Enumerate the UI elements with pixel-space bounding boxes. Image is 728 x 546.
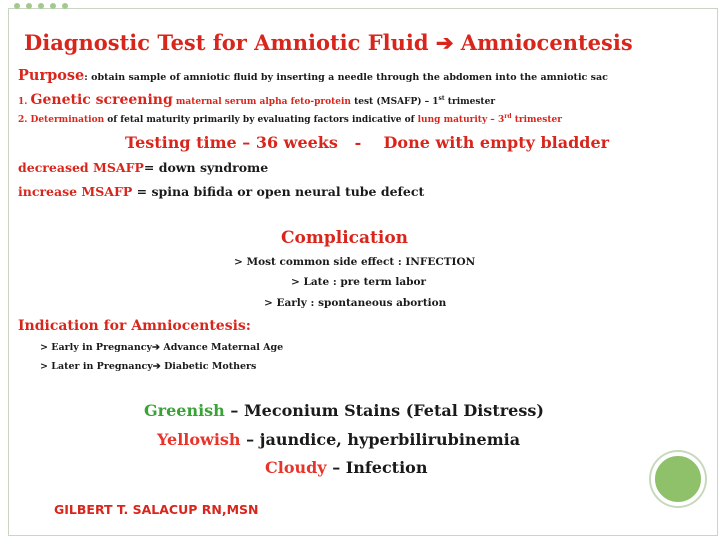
dot-icon	[26, 3, 32, 9]
complication-heading: Complication	[281, 228, 409, 248]
genetic-screening-label: Genetic screening	[30, 92, 173, 108]
fluid-color-yellowish: Yellowish – jaundice, hyperbilirubinemia	[157, 430, 521, 449]
dot-icon	[38, 3, 44, 9]
dot-icon	[50, 3, 56, 9]
fluid-color-cloudy: Cloudy – Infection	[265, 458, 428, 477]
color-name: Greenish	[144, 401, 225, 420]
indication-item: > Later in Pregnancy➔ Diabetic Mothers	[40, 361, 257, 372]
complication-item: > Late : pre term labor	[291, 276, 427, 288]
decorative-circle-icon	[651, 452, 705, 506]
arrow-right-icon: ➔	[435, 30, 454, 55]
determination-line: 2. Determination of fetal maturity primarily by evaluating factors indicative of lung maturity – 3rd trimester	[18, 113, 562, 125]
genetic-screening-line: 1. Genetic screening maternal serum alpha feto-protein test (MSAFP) – 1st trimester	[18, 92, 496, 108]
complication-item: > Early : spontaneous abortion	[264, 297, 447, 309]
purpose-line	[18, 67, 608, 84]
arrow-right-icon: ➔	[152, 342, 161, 353]
indication-item: > Early in Pregnancy➔ Advance Maternal Age	[40, 342, 284, 353]
purpose-text: : obtain sample of amniotic fluid by inserting a needle through the abdomen into the amniotic sac	[84, 72, 608, 83]
author-credit: GILBERT T. SALACUP RN,MSN	[54, 502, 259, 517]
decorative-dots	[14, 3, 68, 9]
purpose-label: Purpose	[18, 67, 85, 84]
fluid-color-greenish: Greenish – Meconium Stains (Fetal Distress)	[144, 401, 544, 420]
slide-frame	[8, 8, 718, 536]
down-syndrome-line: decreased MSAFP= down syndrome	[18, 160, 269, 175]
color-name: Yellowish	[157, 430, 241, 449]
complication-item: > Most common side effect : INFECTION	[234, 256, 476, 268]
indication-heading: Indication for Amniocentesis:	[18, 318, 251, 334]
color-name: Cloudy	[265, 458, 327, 477]
dot-icon	[14, 3, 20, 9]
spina-bifida-line: increase MSAFP = spina bifida or open neural tube defect	[18, 184, 425, 199]
testing-time: Testing time – 36 weeks - Done with empty bladder	[125, 133, 610, 152]
dot-icon	[62, 3, 68, 9]
page-title: Diagnostic Test for Amniotic Fluid ➔ Amniocentesis	[24, 30, 633, 55]
arrow-right-icon: ➔	[152, 361, 161, 372]
